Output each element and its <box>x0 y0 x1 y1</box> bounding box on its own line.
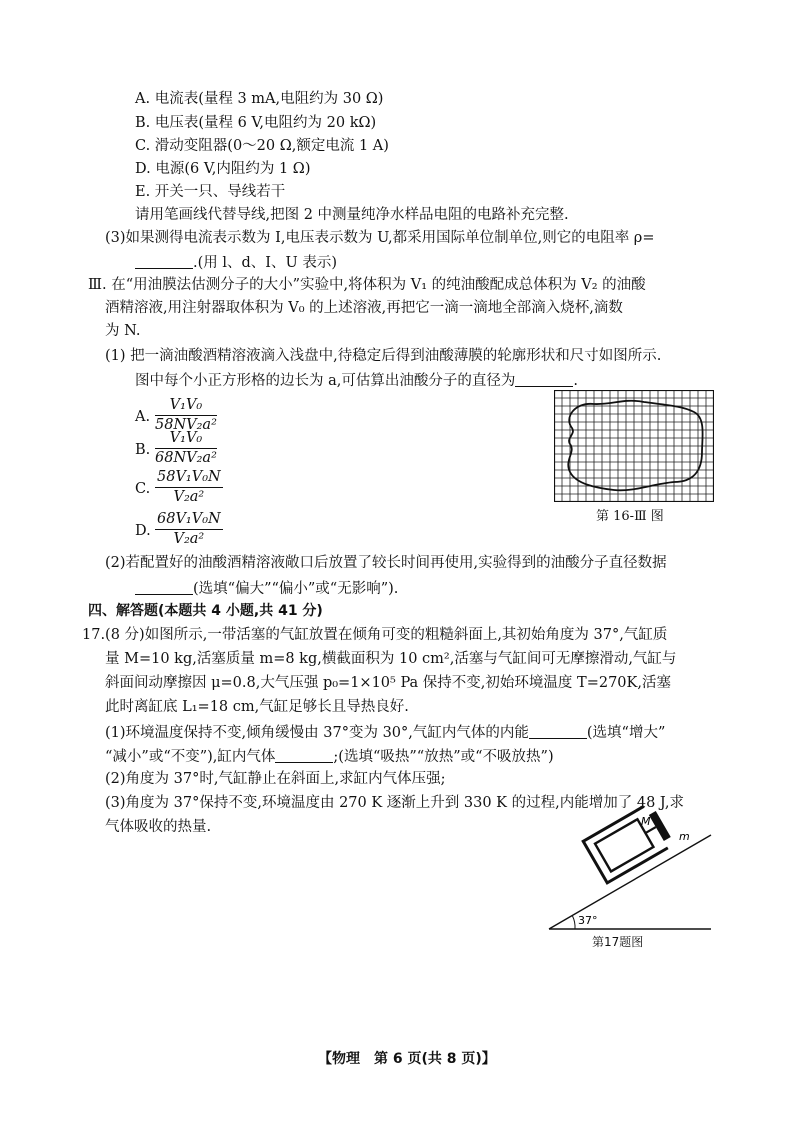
equipment-d: D. 电源(6 V,内阻约为 1 Ω) <box>135 161 311 177</box>
equipment-e: E. 开关一只、导线若干 <box>135 184 286 200</box>
option-label: D. <box>135 523 151 539</box>
answer-blank[interactable] <box>515 372 573 387</box>
fraction-denominator: V₂a² <box>173 488 205 505</box>
q17-s1-text-a: (1)环境温度保持不变,倾角缓慢由 37°变为 30°,气缸内气体的内能 <box>105 725 529 741</box>
q17-line1: 17.(8 分)如图所示,一带活塞的气缸放置在倾角可变的粗糙斜面上,其初始角度为 37°,气缸质 <box>82 627 668 643</box>
angle-arc <box>573 916 576 929</box>
equipment-c: C. 滑动变阻器(0～20 Ω,额定电流 1 A) <box>135 138 389 154</box>
grid-figure-caption: 第 16-Ⅲ 图 <box>596 509 664 524</box>
answer-blank[interactable] <box>275 748 333 763</box>
part3-q1-line2-text: 图中每个小正方形格的边长为 a,可估算出油酸分子的直径为 <box>135 373 516 389</box>
q17-s1-text-d: ;(选填“吸热”“放热”或“不吸放热”) <box>333 749 554 765</box>
q17-line3: 斜面间动摩擦因 μ=0.8,大气压强 p₀=1×10⁵ Pa 保持不变,初始环境温度 T=270K,活塞 <box>105 675 671 691</box>
q17-s1-line2 <box>105 748 554 765</box>
part3-q2-line2-text: (选填“偏大”“偏小”或“无影响”). <box>193 581 399 597</box>
part3-q2-line1: (2)若配置好的油酸酒精溶液敞口后放置了较长时间再使用,实验得到的油酸分子直径数据 <box>105 555 667 571</box>
q3-line2-text: .(用 l、d、I、U 表示) <box>193 255 338 271</box>
option-label: C. <box>135 481 151 497</box>
incline-cylinder-figure <box>545 805 715 935</box>
equipment-a: A. 电流表(量程 3 mA,电阻约为 30 Ω) <box>135 91 384 107</box>
q17-s3-line1: (3)角度为 37°保持不变,环境温度由 270 K 逐渐上升到 330 K 的过程,内能增加了 48 J,求 <box>105 795 684 811</box>
fraction-denominator: 58NV₂a² <box>155 416 217 433</box>
label-angle: 37° <box>578 914 598 927</box>
piston <box>649 811 671 841</box>
fraction-numerator: 58V₁V₀N <box>155 470 223 488</box>
q17-s2: (2)角度为 37°时,气缸静止在斜面上,求缸内气体压强; <box>105 771 446 787</box>
q17-s1-text-c: “减小”或“不变”),缸内气体 <box>105 749 276 765</box>
q17-s1-text-b: (选填“增大” <box>586 725 666 741</box>
answer-blank[interactable] <box>135 580 193 595</box>
label-m: m <box>679 830 690 843</box>
label-M: M <box>641 815 651 828</box>
page-footer: 【物理 第 6 页(共 8 页)】 <box>318 1051 496 1067</box>
q17-line4: 此时离缸底 L₁=18 cm,气缸足够长且导热良好. <box>105 699 409 715</box>
part3-q1-line2-end: . <box>573 373 578 389</box>
option-fraction <box>155 431 217 465</box>
cylinder-group <box>583 805 675 883</box>
circuit-instruction: 请用笔画线代替导线,把图 2 中测量纯净水样品电阻的电路补充完整. <box>135 207 569 223</box>
oil-film-grid-figure <box>554 390 714 502</box>
equipment-b: B. 电压表(量程 6 V,电阻约为 20 kΩ) <box>135 115 377 131</box>
incline-line <box>549 835 711 929</box>
part3-q2-line2 <box>135 580 398 597</box>
q17-s1-line1 <box>105 724 665 741</box>
part3-line3: 为 N. <box>105 323 141 339</box>
option-fraction <box>155 398 217 432</box>
section-heading: 四、解答题(本题共 4 小题,共 41 分) <box>88 603 323 619</box>
option-fraction <box>155 512 223 546</box>
fraction-numerator: V₁V₀ <box>155 398 217 416</box>
option-fraction <box>155 470 223 504</box>
q17-s3-line2: 气体吸收的热量. <box>105 819 212 835</box>
incline-figure-caption: 第17题图 <box>592 935 644 949</box>
option-label: A. <box>135 409 151 425</box>
answer-blank[interactable] <box>529 724 587 739</box>
q3-line1: (3)如果测得电流表示数为 I,电压表示数为 U,都采用国际单位制单位,则它的电阻率 ρ= <box>105 230 655 246</box>
answer-blank[interactable] <box>135 254 193 269</box>
fraction-denominator: V₂a² <box>173 530 205 547</box>
fraction-denominator: 68NV₂a² <box>155 449 217 466</box>
part3-q1-line1: (1) 把一滴油酸酒精溶液滴入浅盘中,待稳定后得到油酸薄膜的轮廓形状和尺寸如图所示. <box>105 348 662 364</box>
part3-line2: 酒精溶液,用注射器取体积为 V₀ 的上述溶液,再把它一滴一滴地全部滴入烧杯,滴数 <box>105 300 623 316</box>
part3-line1: Ⅲ. 在“用油膜法估测分子的大小”实验中,将体积为 V₁ 的纯油酸配成总体积为 V₂ 的油酸 <box>88 277 646 293</box>
fraction-numerator: 68V₁V₀N <box>155 512 223 530</box>
q3-line2 <box>135 254 337 271</box>
fraction-numerator: V₁V₀ <box>155 431 217 449</box>
q17-line2: 量 M=10 kg,活塞质量 m=8 kg,横截面积为 10 cm²,活塞与气缸间可无摩擦滑动,气缸与 <box>105 651 677 667</box>
part3-q1-line2 <box>135 372 578 389</box>
option-label: B. <box>135 442 151 458</box>
